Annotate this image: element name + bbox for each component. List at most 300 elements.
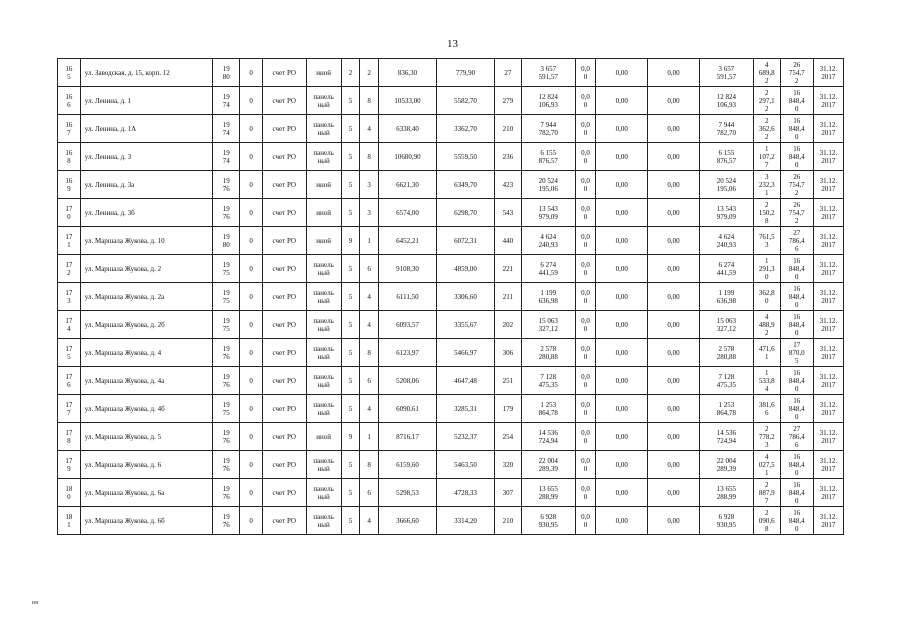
address-cell: [80, 59, 213, 87]
cost-share-2-text: 0,00: [615, 236, 628, 245]
total-area-text: 6574,00: [396, 208, 419, 217]
deadline-date-text: 31.12. 2017: [819, 232, 838, 249]
account-type-text: счет РО: [272, 292, 296, 301]
total-area: [378, 423, 436, 451]
entrances-count-text: 1: [367, 432, 371, 441]
residents-count: [494, 143, 521, 171]
living-area: [436, 115, 494, 143]
zero-cell: [240, 143, 263, 171]
repair-cost-total-text: 3 657 591,57: [716, 64, 736, 81]
wall-material-text: иной: [316, 208, 331, 217]
zero-cell-text: 0: [249, 68, 253, 77]
deadline-date: [813, 283, 843, 311]
build-year-text: 19 80: [222, 64, 230, 81]
deadline-date-text: 31.12. 2017: [819, 92, 838, 109]
account-type-text: счет РО: [272, 96, 296, 105]
residents-count-text: 306: [502, 348, 514, 357]
cost-share-3: [648, 115, 700, 143]
build-year: [213, 59, 240, 87]
cost-share: [575, 367, 596, 395]
table-row: [58, 479, 844, 507]
account-type: [263, 255, 306, 283]
total-area: [378, 451, 436, 479]
cost-share: [575, 171, 596, 199]
cost-share-3: [648, 395, 700, 423]
cost-share-text: 0,0 0: [581, 120, 590, 137]
unit-cost: [753, 311, 780, 339]
address-cell-text: ул. Маршала Жукова, д. 10: [84, 236, 165, 245]
repair-cost-text: 14 536 724,94: [538, 428, 558, 445]
residents-count-text: 440: [502, 236, 514, 245]
wall-material-text: иной: [316, 432, 331, 441]
living-area: [436, 255, 494, 283]
floors-count-text: 5: [348, 516, 353, 525]
cost-share-2-text: 0,00: [615, 404, 628, 413]
total-area-text: 6452,21: [396, 236, 419, 245]
build-year: [213, 367, 240, 395]
living-area: [436, 199, 494, 227]
unit-cost-limit: [780, 171, 813, 199]
floors-count-text: 5: [348, 376, 353, 385]
wall-material: [306, 171, 341, 199]
floors-count-text: 5: [348, 348, 353, 357]
repair-cost: [521, 311, 575, 339]
unit-cost-text: 2 362,6 2: [758, 116, 775, 141]
floors-count-text: 9: [348, 236, 353, 245]
cost-share-2-text: 0,00: [615, 320, 628, 329]
cost-share-2-text: 0,00: [615, 96, 628, 105]
deadline-date-text: 31.12. 2017: [819, 176, 838, 193]
deadline-date-text: 31.12. 2017: [819, 512, 838, 529]
account-type: [263, 227, 306, 255]
living-area-text: 6072,31: [454, 236, 477, 245]
residents-count: [494, 339, 521, 367]
total-area-text: 10533,00: [394, 96, 421, 105]
deadline-date-text: 31.12. 2017: [819, 456, 838, 473]
account-type-text: счет РО: [272, 180, 296, 189]
residents-count-text: 179: [502, 404, 514, 413]
residents-count: [494, 451, 521, 479]
entrances-count: [360, 255, 379, 283]
repair-cost-total: [699, 367, 753, 395]
account-type-text: счет РО: [272, 124, 296, 133]
cost-share-3-text: 0,00: [667, 152, 680, 161]
residents-count: [494, 283, 521, 311]
cost-share-2-text: 0,00: [615, 348, 628, 357]
cost-share-2-text: 0,00: [615, 180, 628, 189]
cost-share-2-text: 0,00: [615, 208, 628, 217]
entrances-count: [360, 115, 379, 143]
cost-share-2: [596, 115, 648, 143]
unit-cost-limit: [780, 451, 813, 479]
unit-cost: [753, 339, 780, 367]
zero-cell: [240, 59, 263, 87]
entrances-count-text: 6: [367, 488, 371, 497]
cost-share-3: [648, 507, 700, 535]
unit-cost-limit-text: 27 786,4 6: [788, 228, 805, 253]
build-year: [213, 507, 240, 535]
row-number: [58, 367, 81, 395]
account-type-text: счет РО: [272, 264, 296, 273]
unit-cost: [753, 423, 780, 451]
unit-cost-limit-text: 16 848,4 0: [788, 508, 805, 533]
repair-cost: [521, 283, 575, 311]
floors-count: [341, 311, 360, 339]
cost-share-3-text: 0,00: [667, 404, 680, 413]
entrances-count: [360, 171, 379, 199]
floors-count-text: 2: [348, 68, 353, 77]
deadline-date: [813, 115, 843, 143]
account-type-text: счет РО: [272, 516, 296, 525]
build-year: [213, 423, 240, 451]
address-cell: [80, 507, 213, 535]
address-cell-text: ул. Маршала Жукова, д. 5: [84, 432, 162, 441]
build-year: [213, 339, 240, 367]
cost-share-3: [648, 423, 700, 451]
cost-share-3: [648, 171, 700, 199]
floors-count-text: 5: [348, 404, 353, 413]
residents-count-text: 279: [502, 96, 514, 105]
cost-share-3-text: 0,00: [667, 208, 680, 217]
cost-share-text: 0,0 0: [581, 92, 590, 109]
residents-count-text: 210: [502, 124, 514, 133]
cost-share-3: [648, 367, 700, 395]
unit-cost: [753, 255, 780, 283]
entrances-count-text: 4: [367, 124, 371, 133]
build-year-text: 19 76: [222, 428, 230, 445]
wall-material-text: панель ный: [313, 400, 334, 417]
total-area-text: 10680,90: [394, 152, 421, 161]
deadline-date: [813, 507, 843, 535]
unit-cost-limit-text: 26 754,7 2: [788, 60, 805, 85]
registry-body: [58, 59, 844, 535]
unit-cost-text: 381,6 6: [758, 400, 775, 417]
cost-share: [575, 283, 596, 311]
cost-share-2-text: 0,00: [615, 432, 628, 441]
zero-cell: [240, 311, 263, 339]
deadline-date: [813, 451, 843, 479]
cost-share-text: 0,0 0: [581, 512, 590, 529]
repair-cost-text: 13 543 979,09: [538, 204, 558, 221]
row-number: [58, 283, 81, 311]
unit-cost-limit-text: 16 848,4 0: [788, 256, 805, 281]
unit-cost-limit-text: 26 754,7 2: [788, 200, 805, 225]
cost-share-3-text: 0,00: [667, 376, 680, 385]
total-area-text: 6090,61: [396, 404, 419, 413]
table-row: [58, 115, 844, 143]
build-year-text: 19 75: [222, 400, 230, 417]
row-number-text: 17 4: [65, 316, 73, 333]
cost-share-text: 0,0 0: [581, 64, 590, 81]
zero-cell-text: 0: [249, 292, 253, 301]
living-area: [436, 507, 494, 535]
unit-cost-text: 1 533,8 4: [758, 368, 775, 393]
deadline-date: [813, 227, 843, 255]
living-area-text: 3314,20: [454, 516, 477, 525]
cost-share-3: [648, 227, 700, 255]
repair-cost: [521, 171, 575, 199]
cost-share-3-text: 0,00: [667, 432, 680, 441]
repair-cost-total-text: 20 524 195,06: [716, 176, 736, 193]
unit-cost-limit: [780, 87, 813, 115]
wall-material-text: панель ный: [313, 372, 334, 389]
unit-cost-limit-text: 26 754,7 2: [788, 172, 805, 197]
zero-cell-text: 0: [249, 376, 253, 385]
build-year: [213, 171, 240, 199]
build-year-text: 19 75: [222, 260, 230, 277]
build-year-text: 19 80: [222, 232, 230, 249]
repair-cost-total-text: 6 155 876,57: [716, 148, 736, 165]
address-cell: [80, 87, 213, 115]
entrances-count-text: 6: [367, 264, 371, 273]
zero-cell-text: 0: [249, 124, 253, 133]
wall-material: [306, 423, 341, 451]
floors-count: [341, 115, 360, 143]
wall-material: [306, 451, 341, 479]
row-number: [58, 59, 81, 87]
unit-cost-text: 4 689,8 2: [758, 60, 775, 85]
account-type-text: счет РО: [272, 348, 296, 357]
footer-mark: нн: [32, 600, 39, 606]
entrances-count-text: 4: [367, 516, 371, 525]
unit-cost-limit-text: 16 848,4 0: [788, 368, 805, 393]
unit-cost-text: 2 297,1 2: [758, 88, 775, 113]
repair-cost-total: [699, 255, 753, 283]
account-type: [263, 507, 306, 535]
zero-cell: [240, 395, 263, 423]
living-area-text: 4728,33: [454, 488, 477, 497]
address-cell: [80, 311, 213, 339]
unit-cost-limit: [780, 311, 813, 339]
cost-share-3-text: 0,00: [667, 236, 680, 245]
zero-cell: [240, 451, 263, 479]
repair-cost-total-text: 6 928 930,95: [716, 512, 736, 529]
residents-count-text: 221: [502, 264, 514, 273]
entrances-count-text: 1: [367, 236, 371, 245]
account-type-text: счет РО: [272, 488, 296, 497]
address-cell: [80, 255, 213, 283]
table-row: [58, 367, 844, 395]
floors-count: [341, 255, 360, 283]
unit-cost: [753, 171, 780, 199]
cost-share-2-text: 0,00: [615, 516, 628, 525]
unit-cost: [753, 479, 780, 507]
cost-share: [575, 395, 596, 423]
floors-count: [341, 339, 360, 367]
entrances-count-text: 8: [367, 152, 371, 161]
deadline-date-text: 31.12. 2017: [819, 428, 838, 445]
repair-cost: [521, 115, 575, 143]
residents-count: [494, 367, 521, 395]
address-cell-text: ул. Маршала Жукова, д. 4а: [84, 376, 165, 385]
deadline-date-text: 31.12. 2017: [819, 64, 838, 81]
unit-cost-limit: [780, 367, 813, 395]
unit-cost-limit: [780, 423, 813, 451]
total-area: [378, 395, 436, 423]
cost-share-text: 0,0 0: [581, 176, 590, 193]
repair-cost-total-text: 7 128 475,35: [716, 372, 736, 389]
total-area-text: 6111,50: [396, 292, 419, 301]
address-cell-text: ул. Ленина, д. 1: [84, 96, 132, 105]
residents-count-text: 251: [502, 376, 514, 385]
total-area-text: 3666,60: [396, 516, 419, 525]
account-type-text: счет РО: [272, 404, 296, 413]
total-area-text: 6123,97: [396, 348, 419, 357]
zero-cell: [240, 227, 263, 255]
unit-cost-limit: [780, 115, 813, 143]
cost-share-2: [596, 423, 648, 451]
table-row: [58, 199, 844, 227]
residents-count: [494, 87, 521, 115]
wall-material-text: панель ный: [313, 316, 334, 333]
repair-cost-text: 1 253 864,78: [538, 400, 558, 417]
address-cell: [80, 199, 213, 227]
floors-count: [341, 143, 360, 171]
zero-cell: [240, 171, 263, 199]
repair-cost: [521, 367, 575, 395]
cost-share-3: [648, 143, 700, 171]
entrances-count-text: 4: [367, 404, 371, 413]
cost-share-3: [648, 283, 700, 311]
entrances-count: [360, 395, 379, 423]
cost-share-2: [596, 87, 648, 115]
total-area: [378, 59, 436, 87]
cost-share-3-text: 0,00: [667, 292, 680, 301]
repair-cost: [521, 423, 575, 451]
zero-cell: [240, 283, 263, 311]
repair-cost-total: [699, 115, 753, 143]
cost-share-3: [648, 339, 700, 367]
row-number-text: 17 8: [65, 428, 73, 445]
cost-share: [575, 479, 596, 507]
unit-cost: [753, 395, 780, 423]
table-row: [58, 283, 844, 311]
build-year-text: 19 74: [222, 120, 230, 137]
build-year-text: 19 76: [222, 372, 230, 389]
unit-cost-limit: [780, 255, 813, 283]
build-year: [213, 87, 240, 115]
cost-share-3-text: 0,00: [667, 68, 680, 77]
cost-share-text: 0,0 0: [581, 260, 590, 277]
total-area: [378, 283, 436, 311]
build-year-text: 19 74: [222, 148, 230, 165]
floors-count-text: 5: [348, 208, 353, 217]
cost-share-3-text: 0,00: [667, 96, 680, 105]
cost-share-text: 0,0 0: [581, 484, 590, 501]
repair-cost-total: [699, 395, 753, 423]
cost-share: [575, 227, 596, 255]
repair-cost-text: 7 128 475,35: [538, 372, 558, 389]
account-type: [263, 395, 306, 423]
unit-cost-limit-text: 17 870,0 5: [788, 340, 805, 365]
repair-cost-total-text: 13 543 979,09: [716, 204, 736, 221]
deadline-date: [813, 395, 843, 423]
row-number-text: 17 3: [65, 288, 73, 305]
unit-cost: [753, 507, 780, 535]
zero-cell-text: 0: [249, 152, 253, 161]
repair-cost: [521, 479, 575, 507]
unit-cost-text: 761,5 3: [758, 232, 775, 249]
row-number-text: 16 7: [65, 120, 73, 137]
repair-cost-total-text: 6 274 441,59: [716, 260, 736, 277]
cost-share-text: 0,0 0: [581, 316, 590, 333]
repair-cost-total: [699, 143, 753, 171]
zero-cell-text: 0: [249, 404, 253, 413]
repair-cost-total-text: 4 624 240,93: [716, 232, 736, 249]
total-area: [378, 199, 436, 227]
cost-share-3-text: 0,00: [667, 348, 680, 357]
cost-share: [575, 87, 596, 115]
cost-share-2: [596, 199, 648, 227]
row-number-text: 16 9: [65, 176, 73, 193]
deadline-date-text: 31.12. 2017: [819, 148, 838, 165]
wall-material: [306, 143, 341, 171]
floors-count-text: 5: [348, 96, 353, 105]
living-area: [436, 59, 494, 87]
unit-cost: [753, 283, 780, 311]
cost-share-2-text: 0,00: [615, 152, 628, 161]
cost-share-2-text: 0,00: [615, 460, 628, 469]
unit-cost-limit: [780, 59, 813, 87]
cost-share-text: 0,0 0: [581, 232, 590, 249]
wall-material: [306, 339, 341, 367]
total-area-text: 6338,40: [396, 124, 419, 133]
wall-material: [306, 199, 341, 227]
account-type: [263, 311, 306, 339]
living-area-text: 4859,00: [454, 264, 477, 273]
build-year-text: 19 75: [222, 288, 230, 305]
cost-share: [575, 199, 596, 227]
entrances-count-text: 4: [367, 320, 371, 329]
repair-cost-text: 12 824 106,93: [538, 92, 558, 109]
account-type: [263, 59, 306, 87]
row-number: [58, 339, 81, 367]
living-area: [436, 423, 494, 451]
living-area: [436, 395, 494, 423]
address-cell-text: ул. Маршала Жукова, д. 4: [84, 348, 162, 357]
unit-cost-limit: [780, 199, 813, 227]
deadline-date-text: 31.12. 2017: [819, 120, 838, 137]
deadline-date: [813, 311, 843, 339]
build-year: [213, 227, 240, 255]
repair-cost-total-text: 1 253 864,78: [716, 400, 736, 417]
unit-cost-limit: [780, 339, 813, 367]
unit-cost-limit-text: 16 848,4 0: [788, 452, 805, 477]
cost-share-2: [596, 59, 648, 87]
account-type: [263, 339, 306, 367]
unit-cost-limit-text: 16 848,4 0: [788, 312, 805, 337]
wall-material: [306, 115, 341, 143]
residents-count-text: 307: [502, 488, 514, 497]
cost-share-2-text: 0,00: [615, 488, 628, 497]
address-cell: [80, 479, 213, 507]
cost-share-text: 0,0 0: [581, 372, 590, 389]
repair-cost-total: [699, 283, 753, 311]
wall-material-text: иной: [316, 180, 331, 189]
row-number-text: 17 7: [65, 400, 73, 417]
repair-cost-text: 7 944 782,70: [538, 120, 558, 137]
account-type: [263, 115, 306, 143]
unit-cost-limit: [780, 227, 813, 255]
account-type: [263, 423, 306, 451]
build-year: [213, 451, 240, 479]
unit-cost-limit: [780, 143, 813, 171]
cost-share: [575, 59, 596, 87]
residents-count: [494, 507, 521, 535]
cost-share-text: 0,0 0: [581, 456, 590, 473]
unit-cost-limit-text: 16 848,4 0: [788, 284, 805, 309]
repair-cost: [521, 395, 575, 423]
